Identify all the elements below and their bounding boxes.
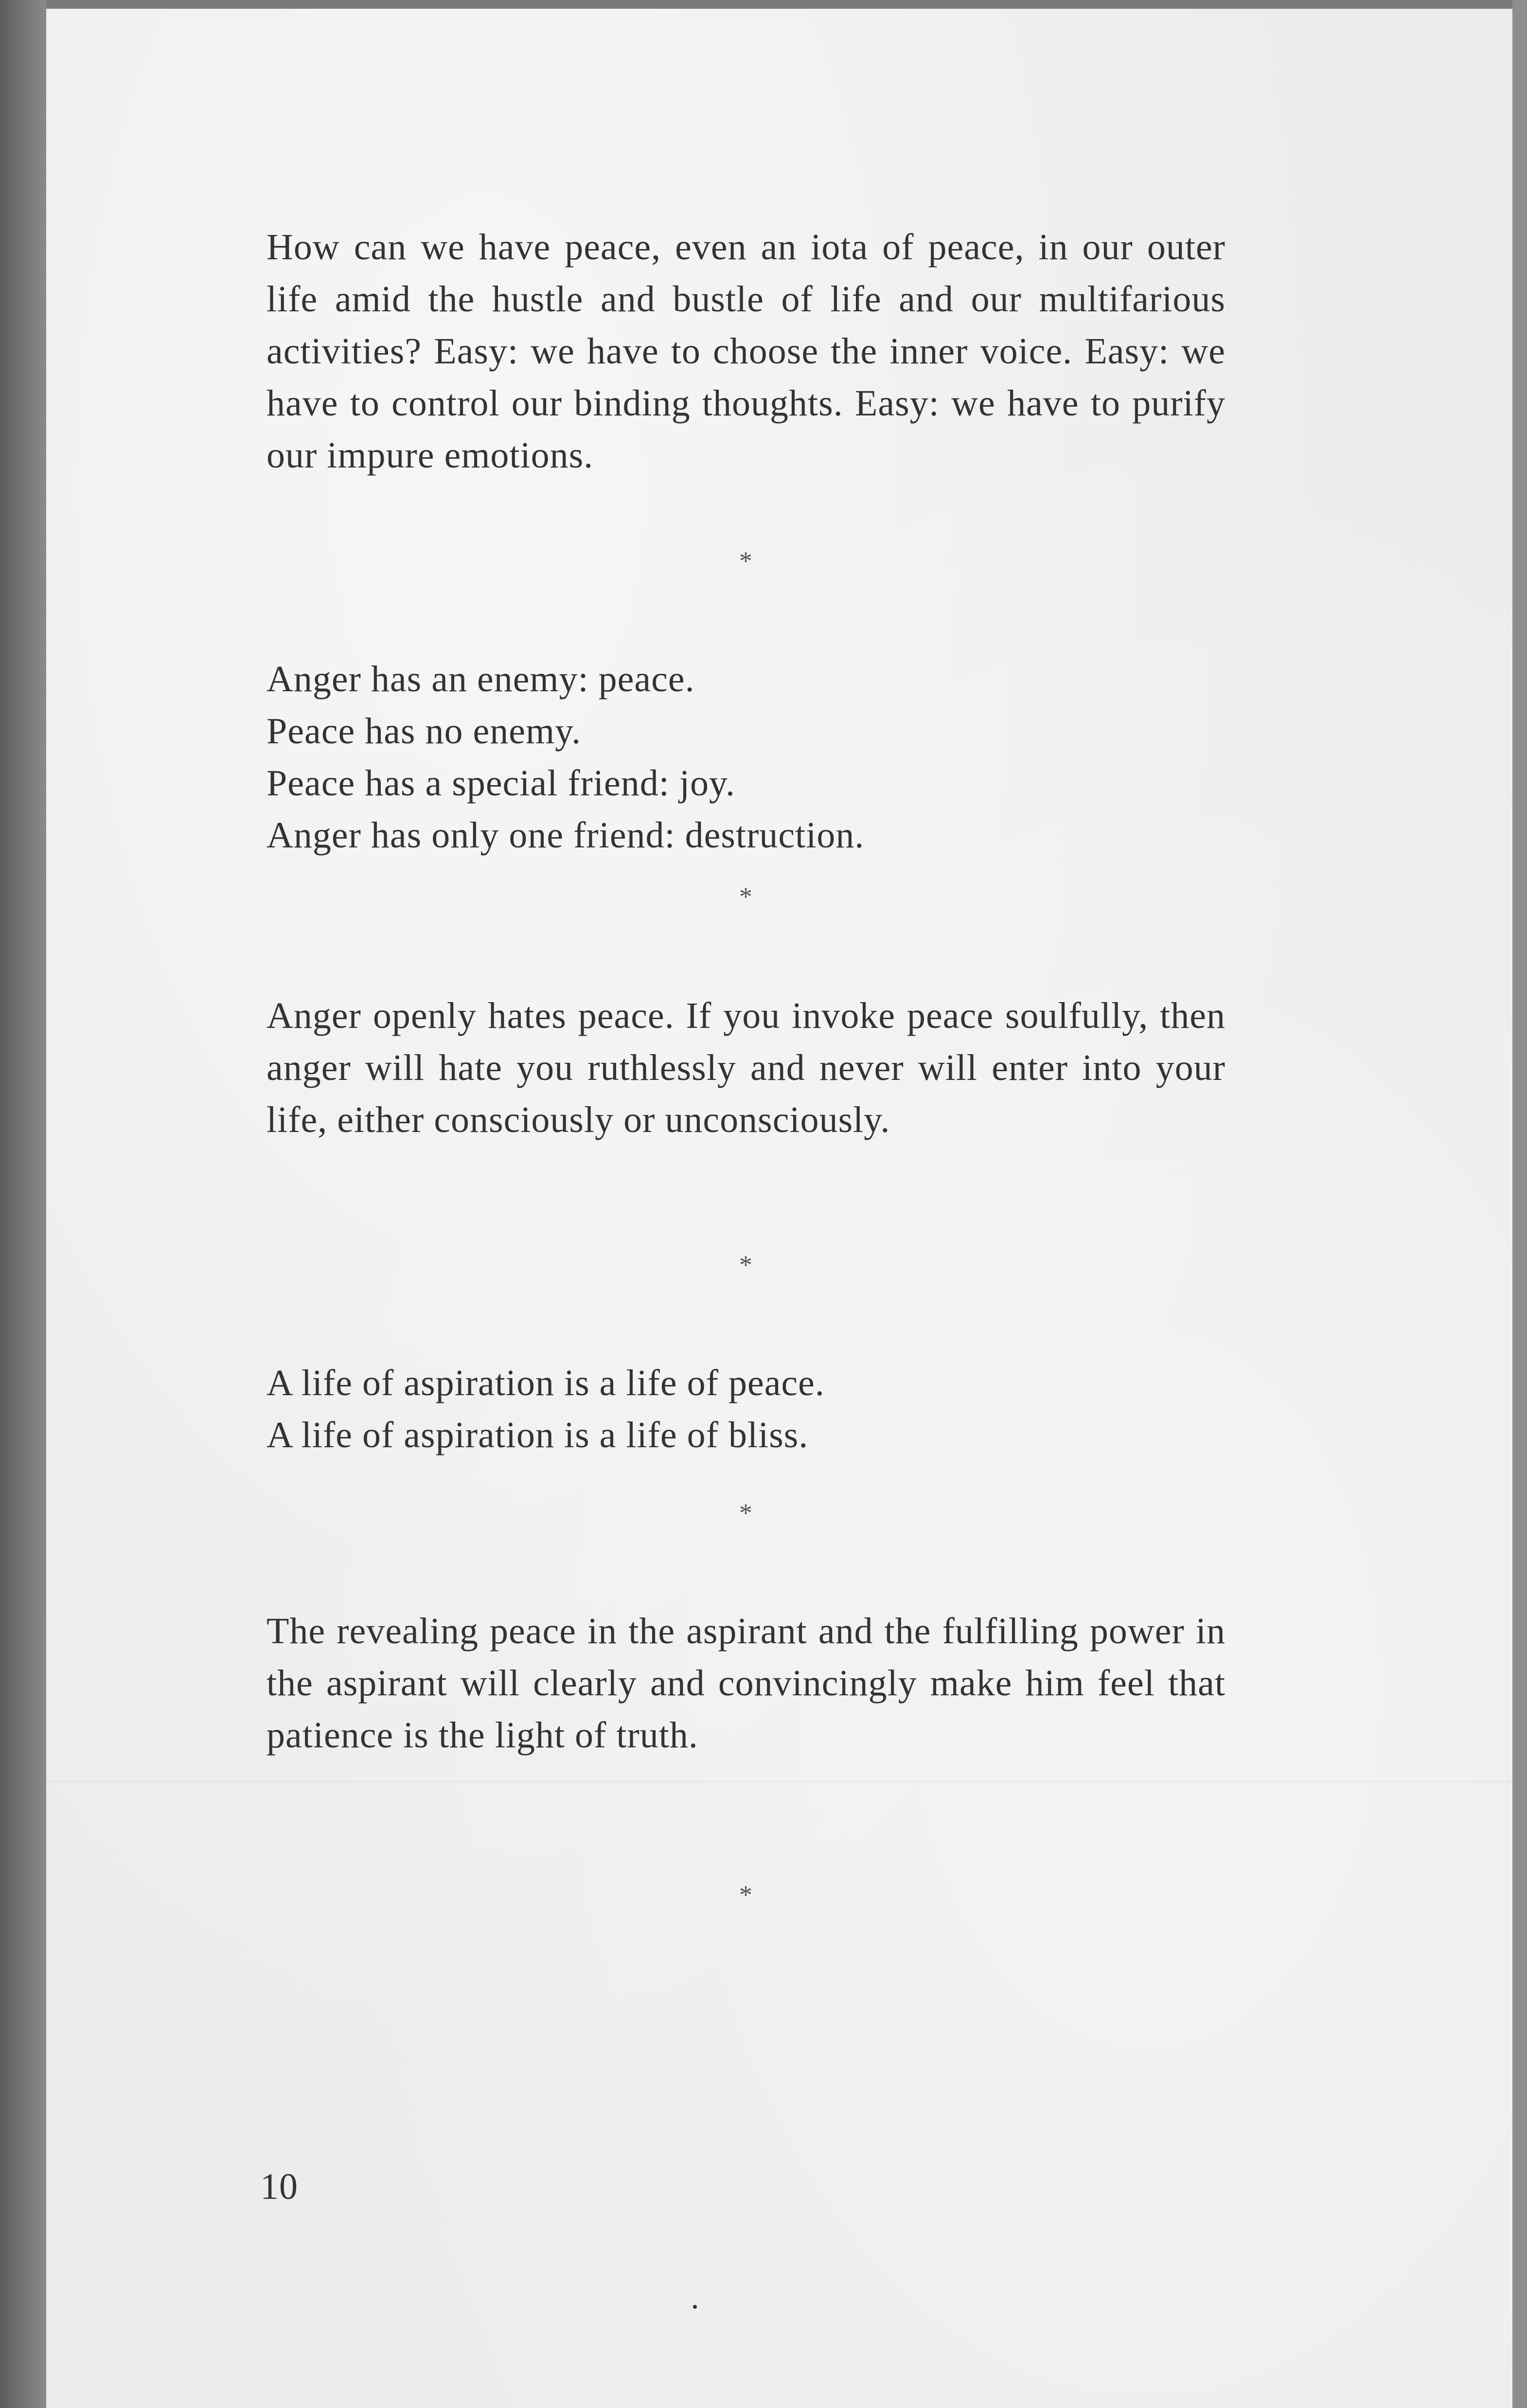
block-5 — [266, 1605, 1225, 1880]
paragraph-peace-outer-life: How can we have peace, even an iota of peace, in our outer life amid the hustle and bustle of life and our multifarious activities? Easy: we have to choose the inner voice. Easy: we have to control our binding thoughts. Easy: we have to purify our impure emotions. — [266, 227, 1225, 476]
page-content — [266, 221, 1225, 1909]
poem-life-of-aspiration — [266, 1357, 1225, 1498]
poem-line: Anger has only one friend: destruction. — [266, 815, 865, 856]
separator-asterisk: * — [739, 1498, 753, 1527]
poem-anger-peace — [266, 653, 1225, 882]
separator-asterisk: * — [739, 882, 753, 911]
separator-asterisk: * — [739, 1880, 753, 1909]
page-number: 10 — [260, 2166, 298, 2207]
separator-asterisk: * — [739, 1250, 753, 1279]
scan-border-top — [0, 0, 1527, 9]
poem-line: Peace has a special friend: joy. — [266, 763, 736, 804]
block-3 — [266, 990, 1225, 1250]
scan-border-left — [0, 0, 46, 2408]
poem-line: Anger has an enemy: peace. — [266, 659, 695, 700]
separator-asterisk: * — [739, 546, 753, 575]
poem-line: A life of aspiration is a life of bliss. — [266, 1415, 809, 1456]
paragraph-anger-hates-peace: Anger openly hates peace. If you invoke peace soulfully, then anger will hate you ruthlessly and never will enter into your life, either consciously or unconsciously. — [266, 995, 1225, 1140]
paragraph-revealing-peace: The revealing peace in the aspirant and the fulfilling power in the aspirant will clearly and convincingly make him feel that patience is the light of truth. — [266, 1611, 1225, 1756]
scan-speck — [693, 2305, 697, 2309]
block-1 — [266, 221, 1225, 546]
poem-line: Peace has no enemy. — [266, 711, 582, 752]
poem-line: A life of aspiration is a life of peace. — [266, 1363, 825, 1403]
scan-border-right — [1512, 0, 1527, 2408]
